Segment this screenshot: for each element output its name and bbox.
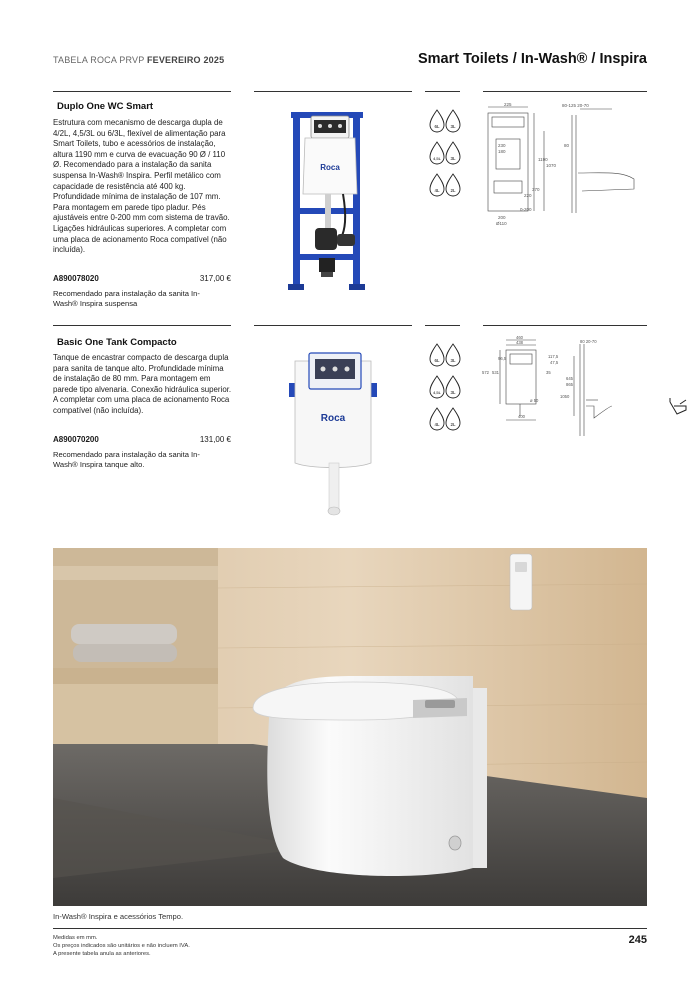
svg-text:4,5L: 4,5L (433, 390, 441, 395)
product-title: Basic One Tank Compacto (57, 337, 177, 348)
section-rule (53, 91, 231, 92)
svg-text:3L: 3L (450, 358, 456, 363)
water-drop-icon (446, 408, 460, 430)
product-code: A890070200 (53, 435, 99, 444)
svg-text:96,5: 96,5 (498, 356, 507, 361)
section-rule (254, 325, 412, 326)
section-rule (483, 325, 647, 326)
water-drop-icon (446, 344, 460, 366)
svg-text:460: 460 (516, 336, 523, 340)
svg-text:3L: 3L (450, 124, 456, 129)
svg-text:2L: 2L (450, 188, 456, 193)
section-rule (425, 325, 460, 326)
svg-text:3L: 3L (450, 390, 456, 395)
svg-text:645: 645 (566, 376, 573, 381)
footer-notes (53, 935, 190, 958)
footer-note: Medidas em mm. (53, 935, 98, 941)
svg-text:1190: 1190 (538, 157, 548, 162)
svg-text:6L: 6L (434, 358, 440, 363)
product-price: 317,00 € (199, 274, 231, 283)
product-price: 131,00 € (199, 435, 231, 444)
product-note: Recomendado para instalação da sanita In-Wash® Inspira suspensa (53, 289, 200, 308)
product-note: Recomendado para instalação da sanita In-Wash® Inspira tanque alto. (53, 450, 200, 469)
footer-note: Os preços indicados são unitários e não incluem IVA. (53, 942, 190, 949)
product-title: Duplo One WC Smart (57, 101, 154, 112)
svg-text:438: 438 (516, 340, 523, 345)
basic-one-technical-drawing (482, 336, 648, 440)
svg-text:400: 400 (518, 414, 525, 419)
section-rule (254, 91, 412, 92)
footer-rule (53, 928, 647, 929)
water-drop-icon (446, 110, 460, 132)
svg-text:4L: 4L (434, 188, 440, 193)
svg-text:225: 225 (504, 102, 512, 107)
water-drop-icon (430, 110, 444, 132)
duplo-one-technical-drawing (482, 101, 648, 231)
section-rule (425, 91, 460, 92)
water-drop-icon (430, 376, 444, 398)
svg-text:0-200: 0-200 (520, 207, 532, 212)
water-drop-icon (446, 376, 460, 398)
svg-text:80: 80 (564, 143, 570, 148)
product-description: Tanque de encastrar compacto de descarga dupla para sanita de tanque alto. Profundidade mínima de instalação de 80 mm. Para montagem em parede tipo alvenaria. Conexão hidráulica superior. A completar com uma placa de acionamento Roca compatível (não incluída). (53, 353, 232, 415)
svg-text:220: 220 (524, 193, 532, 198)
footer-note: A presente tabela anula as anteriores. (53, 950, 151, 957)
section-rule (483, 91, 647, 92)
svg-text:531: 531 (492, 370, 499, 375)
svg-text:Ø110: Ø110 (496, 221, 507, 226)
water-drop-icon (430, 142, 444, 164)
svg-text:80-125 20-70: 80-125 20-70 (562, 103, 589, 108)
svg-text:370: 370 (532, 187, 540, 192)
flush-volume-icons (428, 341, 464, 437)
basic-one-tank-image (285, 345, 385, 523)
svg-text:4,5L: 4,5L (433, 156, 441, 161)
tank-brand-logo: Roca (320, 163, 340, 172)
svg-text:865: 865 (566, 382, 573, 387)
svg-text:ø 50: ø 50 (530, 398, 539, 403)
water-drop-icon (430, 408, 444, 430)
photo-caption: In-Wash® Inspira e acessórios Tempo. (53, 912, 184, 921)
svg-text:1070: 1070 (546, 163, 557, 168)
svg-text:80 20-70: 80 20-70 (580, 339, 597, 344)
header-left (53, 55, 224, 65)
water-drop-icon (430, 344, 444, 366)
product-description: Estrutura com mecanismo de descarga dupla de 4/2L, 4,5/3L ou 6/3L, flexível de alimentação para Smart Toilets, tubo e acessórios de instalação, altura 1190 mm e curva de evacuação 90 Ø / 110 Ø. Recomendado para a instalação da sanita suspensa In-Wash® Inspira. Perfil metálico com capacidade de resistência até 400 kg. Profundidade mínima de instalação de 107 mm. Para montagem em parede tipo pladur. Pés ajustáveis entre 0-200 mm com sistema de travão. Ligações hidráulicas superiores. A completar com uma placa de acionamento Roca compatível (não incluída). (53, 118, 230, 255)
header-date: FEVEREIRO 2025 (146, 55, 225, 65)
flush-badges (428, 341, 464, 442)
svg-text:4L: 4L (434, 422, 440, 427)
svg-text:6L: 6L (434, 124, 440, 129)
water-drop-icon (446, 142, 460, 164)
duplo-one-frame-image (285, 108, 385, 296)
product-code: A890078020 (53, 274, 99, 283)
header-prefix: TABELA ROCA PRVP (53, 55, 147, 65)
svg-text:572: 572 (482, 370, 489, 375)
svg-text:180: 180 (498, 149, 506, 154)
flush-volume-icons (428, 107, 464, 203)
svg-text:230: 230 (498, 143, 506, 148)
svg-text:117,5: 117,5 (548, 354, 559, 359)
svg-text:35: 35 (546, 370, 551, 375)
svg-text:3L: 3L (450, 156, 456, 161)
svg-text:1050: 1050 (560, 394, 570, 399)
water-drop-icon (446, 174, 460, 196)
svg-text:47,5: 47,5 (550, 360, 559, 365)
tank-brand-logo: Roca (320, 413, 346, 424)
in-wash-inspira-photo (53, 548, 647, 906)
page-title: Smart Toilets / In-Wash® / Inspira (417, 51, 647, 67)
page-number: 245 (628, 934, 647, 946)
section-rule (53, 325, 231, 326)
smart-toilet-icon (668, 396, 692, 416)
water-drop-icon (430, 174, 444, 196)
svg-text:2L: 2L (450, 422, 456, 427)
svg-text:200: 200 (498, 215, 506, 220)
flush-badges (428, 107, 464, 208)
